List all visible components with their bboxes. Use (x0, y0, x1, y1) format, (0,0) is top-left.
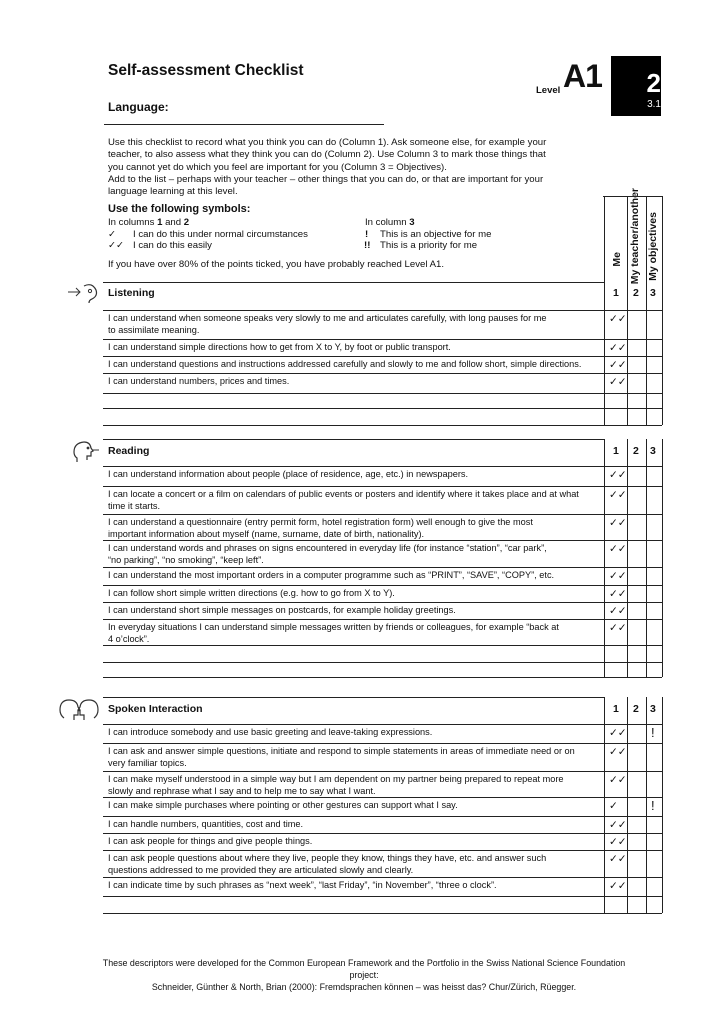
checklist-item (108, 342, 600, 354)
checklist-item (108, 570, 600, 582)
row-divider (103, 585, 662, 586)
page-title: Self-assessment Checklist (108, 62, 304, 79)
symbol-priority-text: This is a priority for me (380, 240, 478, 251)
section-title-reading: Reading (108, 445, 150, 457)
section-title-spoken: Spoken Interaction (108, 703, 203, 715)
me-checkmark[interactable]: ✓✓ (609, 543, 627, 555)
checklist-item (108, 517, 600, 540)
teacher-check-cell[interactable] (631, 774, 645, 786)
column-divider (604, 196, 605, 425)
teacher-check-cell[interactable] (631, 313, 645, 325)
column-number-2: 2 (633, 703, 639, 715)
teacher-check-cell[interactable] (631, 727, 645, 739)
symbols-left-heading (108, 217, 189, 228)
row-divider (103, 282, 604, 283)
intro-line: teacher, to also assess what they think you can do (Column 2). Use Column 3 to mark those things that (108, 149, 546, 161)
me-checkmark[interactable]: ✓✓ (609, 469, 627, 481)
row-divider (103, 677, 662, 678)
item-line: I can understand numbers, prices and times. (108, 376, 290, 386)
item-line: questions addressed to me provided they are articulated slowly and clearly. (108, 864, 414, 875)
item-line: 4 o’clock”. (108, 633, 150, 644)
me-checkmark[interactable]: ✓✓ (609, 622, 627, 634)
teacher-check-cell[interactable] (631, 489, 645, 501)
intro-line: Use this checklist to record what you think you can do (Column 1). Ask someone else, for example your (108, 137, 547, 148)
row-divider (103, 356, 662, 357)
footer-line: These descriptors were developed for the Common European Framework and the Portfolio in the Swiss National Science Foundation project: (102, 958, 626, 980)
item-line: I can understand questions and instructions addressed carefully and slowly to me and follow short, simple directions. (108, 359, 582, 369)
column-number-3: 3 (650, 703, 656, 715)
intro-text (108, 137, 548, 198)
listening-ear-icon (66, 280, 100, 304)
item-line: I can make myself understood in a simple way but I am dependent on my partner being prepared to repeat more (108, 774, 564, 784)
row-divider (103, 619, 662, 620)
checklist-item (108, 489, 600, 512)
item-line: to assimilate meaning. (108, 324, 200, 335)
intro-line: you cannot yet do which you feel are important for you (Column 3 = Objectives). (108, 161, 447, 173)
me-checkmark[interactable]: ✓✓ (609, 313, 627, 325)
teacher-check-cell[interactable] (631, 543, 645, 555)
me-checkmark[interactable]: ✓✓ (609, 588, 627, 600)
row-divider (103, 567, 662, 568)
row-divider (103, 724, 662, 725)
row-divider (103, 662, 662, 663)
row-divider (103, 602, 662, 603)
item-line: important information about myself (name, surname, date of birth, nationality). (108, 528, 425, 539)
me-checkmark[interactable]: ✓✓ (609, 836, 627, 848)
column-number-1: 1 (613, 445, 619, 457)
row-divider (103, 373, 662, 374)
teacher-check-cell[interactable] (631, 570, 645, 582)
me-checkmark[interactable]: ✓✓ (609, 727, 627, 739)
me-checkmark[interactable]: ✓✓ (609, 819, 627, 831)
teacher-check-cell[interactable] (631, 622, 645, 634)
row-divider (103, 833, 662, 834)
row-divider (103, 310, 662, 311)
page-subnumber: 3.1 (647, 99, 661, 110)
checklist-item (108, 853, 600, 876)
language-label: Language: (108, 100, 169, 114)
row-divider (103, 393, 662, 394)
teacher-check-cell[interactable] (631, 800, 645, 812)
me-checkmark[interactable]: ✓✓ (609, 376, 627, 388)
reading-eye-icon (70, 438, 100, 464)
level-label: Level (536, 85, 561, 96)
checklist-item (108, 469, 600, 481)
row-divider (103, 877, 662, 878)
spoken-interaction-icon (56, 696, 102, 724)
me-checkmark[interactable]: ✓✓ (609, 517, 627, 529)
intro-line: Add to the list – perhaps with your teacher – other things that you can do, or that are important for your (108, 173, 544, 185)
row-divider (103, 486, 662, 487)
me-checkmark[interactable]: ✓✓ (609, 746, 627, 758)
teacher-check-cell[interactable] (631, 880, 645, 892)
column-divider (646, 697, 647, 913)
symbol-objective-text: This is an objective for me (380, 229, 492, 240)
column-objectives-header: My objectives (647, 212, 659, 281)
item-line: I can handle numbers, quantities, cost and time. (108, 819, 304, 829)
teacher-check-cell[interactable] (631, 605, 645, 617)
checklist-item (108, 543, 600, 566)
column-divider (662, 697, 663, 913)
row-divider (103, 439, 604, 440)
me-checkmark[interactable]: ✓✓ (609, 570, 627, 582)
symbols-text: and (162, 217, 184, 228)
checklist-item (108, 622, 600, 645)
checklist-item (108, 588, 600, 600)
column-divider (646, 196, 647, 425)
checklist-item (108, 359, 600, 371)
teacher-check-cell[interactable] (631, 853, 645, 865)
item-line: I can ask people for things and give people things. (108, 836, 313, 846)
item-line: I can understand a questionnaire (entry permit form, hotel registration form) well enough to give the most (108, 517, 533, 527)
row-divider (103, 408, 662, 409)
page-number: 2 (646, 68, 661, 98)
footer-line: Schneider, Günther & North, Brian (2000): Fremdsprachen können – was heisst das? Chur/Zürich, Rüegger. (151, 982, 577, 992)
item-line: I can understand simple directions how to get from X to Y, by foot or public transport. (108, 342, 451, 352)
item-line: time it starts. (108, 500, 161, 511)
symbols-right-heading (365, 217, 415, 228)
row-divider (103, 339, 662, 340)
me-checkmark[interactable]: ✓ (609, 800, 618, 812)
language-input-line[interactable] (104, 124, 384, 125)
checklist-item (108, 376, 600, 388)
row-divider (103, 466, 662, 467)
item-line: I can make simple purchases where pointing or other gestures can support what I say. (108, 800, 458, 810)
objective-mark[interactable]: ! (651, 798, 655, 813)
row-divider (103, 850, 662, 851)
symbol-double-tick: ✓✓ (108, 240, 125, 251)
column-divider (627, 697, 628, 913)
column-header-top (603, 196, 663, 197)
me-checkmark[interactable]: ✓✓ (609, 774, 627, 786)
item-line: I can understand the most important orders in a computer programme such as “PRINT”, “SAVE”, “COPY”, etc. (108, 570, 555, 580)
me-checkmark[interactable]: ✓✓ (609, 489, 627, 501)
column-divider (604, 697, 605, 913)
item-line: I can locate a concert or a film on calendars of public events or posters and identify where it takes place and at what (108, 489, 579, 499)
symbol-tick-text: I can do this under normal circumstances (133, 229, 308, 240)
teacher-check-cell[interactable] (631, 819, 645, 831)
column-number-1: 1 (613, 287, 619, 299)
row-divider (103, 896, 662, 897)
row-divider (103, 816, 662, 817)
column-number-2: 2 (633, 287, 639, 299)
symbols-text: In columns (108, 217, 158, 228)
item-line: I can ask people questions about where they live, people they know, things they have, etc. and answer such (108, 853, 547, 863)
checklist-item (108, 800, 600, 812)
item-line: I can understand when someone speaks very slowly to me and articulates carefully, with long pauses for me (108, 313, 547, 323)
footer (90, 957, 638, 993)
level-code: A1 (563, 58, 602, 94)
teacher-check-cell[interactable] (631, 588, 645, 600)
column-divider (627, 439, 628, 677)
checklist-item (108, 774, 600, 797)
item-line: very familiar topics. (108, 757, 187, 768)
item-line: slowly and rephrase what I say and to help me to say what I want. (108, 785, 376, 796)
checklist-item (108, 605, 600, 617)
column-number-3: 3 (650, 445, 656, 457)
item-line: “no parking”, “no smoking”, “keep left”. (108, 554, 264, 565)
column-number-3: 3 (650, 287, 656, 299)
teacher-check-cell[interactable] (631, 376, 645, 388)
me-checkmark[interactable]: ✓✓ (609, 359, 627, 371)
column-number-2: 2 (633, 445, 639, 457)
checklist-item (108, 727, 600, 739)
checklist-item (108, 746, 600, 769)
column-me-header: Me (611, 252, 623, 267)
symbols-col-ref: 1 (157, 217, 163, 228)
item-line: I can understand short simple messages on postcards, for example holiday greetings. (108, 605, 456, 615)
column-number-1: 1 (613, 703, 619, 715)
row-divider (103, 514, 662, 515)
symbols-col-ref: 3 (409, 217, 415, 228)
teacher-check-cell[interactable] (631, 469, 645, 481)
row-divider (103, 913, 662, 914)
item-line: I can ask and answer simple questions, initiate and respond to simple statements in areas of immediate need or on (108, 746, 575, 756)
column-divider (604, 439, 605, 677)
intro-line: language learning at this level. (108, 186, 238, 198)
teacher-check-cell[interactable] (631, 342, 645, 354)
me-checkmark[interactable]: ✓✓ (609, 853, 627, 865)
teacher-check-cell[interactable] (631, 359, 645, 371)
teacher-check-cell[interactable] (631, 746, 645, 758)
column-teacher-header: My teacher/another (629, 188, 641, 285)
column-divider (646, 439, 647, 677)
column-divider (662, 196, 663, 425)
row-divider (103, 697, 604, 698)
item-line: In everyday situations I can understand simple messages written by friends or colleagues, for example “back at (108, 622, 559, 632)
column-divider (662, 439, 663, 677)
teacher-check-cell[interactable] (631, 517, 645, 529)
column-divider (627, 196, 628, 425)
item-line: I can understand words and phrases on signs encountered in everyday life (for instance “station”, “car park”, (108, 543, 547, 553)
section-title-listening: Listening (108, 287, 155, 299)
me-checkmark[interactable]: ✓✓ (609, 880, 627, 892)
symbols-text: In column (365, 217, 410, 228)
checklist-item (108, 836, 600, 848)
item-line: I can understand information about people (place of residence, age, etc.) in newspapers. (108, 469, 469, 479)
row-divider (103, 771, 662, 772)
symbols-heading: Use the following symbols: (108, 203, 251, 215)
row-divider (103, 425, 662, 426)
objective-mark[interactable]: ! (651, 725, 655, 740)
me-checkmark[interactable]: ✓✓ (609, 605, 627, 617)
teacher-check-cell[interactable] (631, 836, 645, 848)
row-divider (103, 743, 662, 744)
symbol-tick: ✓ (108, 229, 117, 240)
symbol-double-tick-text: I can do this easily (133, 240, 212, 251)
checklist-item (108, 880, 600, 892)
symbol-objective: ! (365, 229, 369, 240)
symbols-col-ref: 2 (183, 217, 190, 228)
item-line: I can indicate time by such phrases as “next week”, “last Friday”, “in November”, “three o clock”. (108, 880, 497, 890)
checklist-item (108, 819, 600, 831)
item-line: I can introduce somebody and use basic greeting and leave-taking expressions. (108, 727, 433, 737)
me-checkmark[interactable]: ✓✓ (609, 342, 627, 354)
threshold-note: If you have over 80% of the points ticked, you have probably reached Level A1. (108, 259, 444, 270)
item-line: I can follow short simple written directions (e.g. how to go from X to Y). (108, 588, 395, 598)
checklist-item (108, 313, 600, 336)
symbol-priority: !! (364, 240, 371, 251)
